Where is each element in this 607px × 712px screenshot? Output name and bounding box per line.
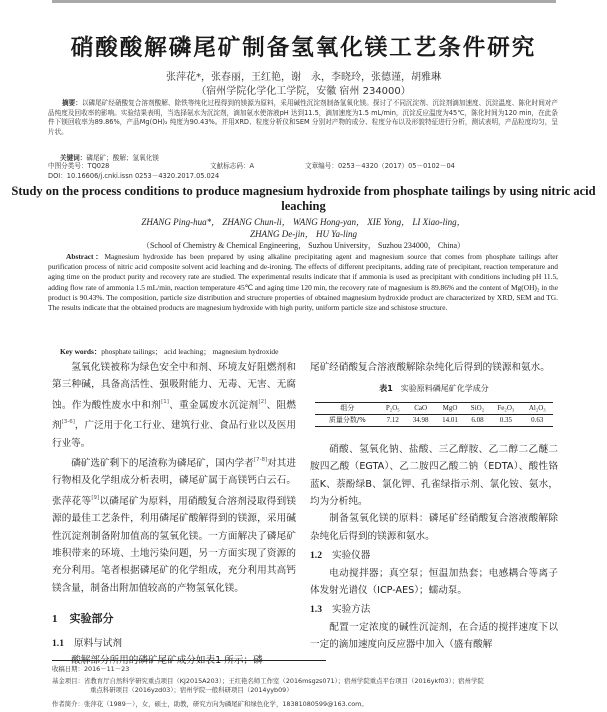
keywords-en-text: phosphate tailings； acid leaching； magnesium hydroxide: [101, 347, 279, 356]
intro-paragraph-1: [52, 359, 296, 452]
text-span: ，广泛用于化工行业、建筑行业、食品行业以及医用行业等。: [52, 420, 297, 449]
citation[interactable]: [2]: [258, 398, 267, 405]
keywords-cn-label: 关键词：: [60, 154, 87, 162]
table-header-cell: 组分: [340, 403, 355, 412]
table-caption-text: 实验原料磷尾矿化学成分: [400, 384, 489, 394]
table-row: [315, 414, 553, 426]
authors-en-line2: ZHANG De-jin， HU Ya-ling: [250, 229, 357, 239]
keywords-en-label: Key words：: [60, 347, 102, 356]
document-code: 文献标志码：A: [210, 162, 255, 170]
body-left-column: [52, 359, 296, 670]
materials-paragraph-cont: 尾矿经硝酸复合溶液酸解除杂纯化后得到的镁源和氨水。: [310, 362, 550, 373]
abstract-en-label: Abstract：: [66, 252, 105, 261]
subsection-title: 实验方法: [332, 604, 371, 616]
abstract-en: [48, 252, 558, 313]
subsection-number: 1.2: [310, 550, 322, 562]
method-paragraph: 配置一定浓度的碱性沉淀剂，在合适的搅拌速度下以一定的滴加速度向反应器中加入（盛有酸解: [310, 621, 558, 651]
subsection-number: 1.3: [310, 604, 322, 616]
abstract-cn-label: 摘要：: [62, 99, 82, 107]
table-header-cell: CaO: [414, 403, 428, 412]
instruments-paragraph: 电动搅拌器；真空泵；恒温加热套；电感耦合等离子体发射光谱仪（ICP-AES）；蠕动泵。: [310, 567, 558, 597]
text-span: 以磷尾矿为原料，用硝酸复合溶剂浸取得到镁源的最佳工艺条件，利用磷尾矿酸解得到的镁源，采用碱性沉淀剂制备附加值高的氢氧化镁。一方面解决了磷尾矿堆积带来的环境、土地污染问题，另一方面实现了资源的充分利用。笔者根据磷尾矿的化学组成，充分利用其高钙镁含量，制备出附加值较高的产物氢氧化镁。: [52, 495, 297, 594]
table-cell: 0.63: [531, 415, 544, 424]
abstract-en-text: Magnesium hydroxide has been prepared by using alkaline precipitating agent and magnesium source that comes from phosphate tailings after purification process of nitric acid composite solvent acid leaching and de-ironing. The effects of different precipitants, adding rate of precipitant, reaction temperature and aging time on the product purity and recovery rate are studied. The experimental results indicate that if ammonia is used as precipitant with conditions including pH 11.5, adding flow rate of ammonia 1.5 mL/min, reaction temperature 45℃ and aging time 120 min, the recovery rate of magnesium is 89.86% and the content of Mg(OH)₂ in the product is 90.43%. The composition, particle size distribution and structure properties of obtained magnesium hydroxide product are characterized by XRD, SEM and TG. The results indicate that the obtained products are magnesium hydroxide with high purity, uniform particle size and schistose structure.: [48, 252, 558, 313]
article-number: 文章编号：0253－4320（2017）05－0102－04: [305, 162, 455, 170]
subsection-heading-1-2: [310, 547, 558, 564]
authors-en-line1: ZHANG Ping-hua*， ZHANG Chun-li， WANG Hong-yan， XIE Yong， LI Xiao-ling，: [141, 217, 466, 227]
authors-cn: 张萍花*，张春丽，王红艳，谢 永，李晓玲，张德谨，胡雅琳: [166, 72, 441, 83]
text-span: 、重金属废水沉淀剂: [168, 399, 259, 411]
page-top-border: [52, 0, 556, 3]
affiliation-cn: （宿州学院化学化工学院，安徽 宿州 234000）: [196, 86, 411, 97]
citation[interactable]: [1]: [161, 398, 169, 405]
table-cell: 0.35: [499, 415, 512, 424]
table-cell: 34.98: [412, 415, 429, 424]
table-header-cell: MgO: [442, 403, 458, 412]
authors-en: [0, 216, 607, 240]
intro-paragraph-2: [52, 452, 296, 597]
body-right-column: [310, 359, 558, 654]
doi: DOI：10.16606/j.cnki.issn 0253－4320.2017.05.024: [48, 172, 220, 180]
subsection-title: 实验仪器: [332, 550, 371, 562]
received-date: 收稿日期：2016－11－23: [52, 665, 130, 673]
subsection-heading-1-3: [310, 601, 558, 618]
table-cell: 质量分数/%: [328, 415, 366, 424]
composition-table: [315, 402, 553, 427]
keywords-en: [60, 346, 278, 357]
table-number: 表1: [379, 384, 393, 394]
table-cell: 7.12: [386, 415, 399, 424]
abstract-cn: [48, 99, 558, 137]
fund-line-2: 重点科研项目（2016yzd03）；宿州学院一般科研项目（2014yyb09）: [90, 686, 293, 694]
subsection-heading-1-1: [52, 635, 296, 652]
fund-line-1: 基金项目：省教育厅自然科学研究重点项目（KJ2015A203）；王红艳名师工作室（2016msgzs071）；宿州学院重点平台项目（2016ykf03）；宿州学院: [52, 677, 484, 685]
table-cell: 14.01: [442, 415, 458, 424]
abstract-cn-text: 以磷尾矿经硝酸复合溶剂酸解、除铁等纯化过程得到的镁源为原料，采用碱性沉淀剂制备氢氧化镁。探讨了不同沉淀剂、沉淀剂滴加速度、沉淀温度、陈化时间对产品纯度及回收率的影响。实验结果表明，当选择氨水为沉淀剂，滴加氨水使溶液pH 达到11.5，滴加速度为1.5 mL/min，沉淀反应温度为45℃，陈化时间为120 min，在此条件下镁回收率为89.86%，产品Mg(OH)₂ 纯度为90.43%。并用XRD、粒度分析仪和SEM 分别对产物的成分、粒度分布以及形貌特征进行分析，测试表明，产品粒度均匀，呈片状。: [48, 99, 559, 136]
text-span: 、阻燃剂: [52, 399, 297, 432]
table-header-cell: P₂O₅: [385, 403, 400, 412]
clc-number: 中图分类号：TQ028: [48, 162, 110, 170]
text-span: 对其进行物相及化学组成分析表明，磷尾矿属于高镁钙白云石。张萍花等: [52, 458, 297, 507]
affiliation-en: （School of Chemistry & Chemical Engineering， Suzhou University， Suzhou 234000， China）: [141, 241, 466, 250]
author-bio: 作者简介：张萍花（1989－），女，硕士，助教，研究方向为磷尾矿和绿色化学，18381080599@163.com。: [52, 700, 368, 708]
citation[interactable]: [3-6]: [61, 419, 75, 426]
text-span: 氢氧化镁被称为绿色安全中和剂、环境友好阻燃剂和第三种碱，具备高活性、强吸附能力、无毒、无害、无腐蚀。作为酸性废水中和剂: [52, 362, 296, 411]
footnote-divider: [52, 660, 326, 661]
article-title-en: Study on the process conditions to produce magnesium hydroxide from phosphate tailings by using nitric acid leaching: [11, 184, 596, 213]
table-header-cell: Fe₂O₃: [497, 403, 515, 412]
citation[interactable]: [9]: [91, 494, 100, 501]
subsection-title: 原料与试剂: [74, 637, 122, 649]
table-header-cell: SiO₂: [470, 403, 485, 412]
raw-material-paragraph: 制备氢氧化镁的原料：磷尾矿经硝酸复合溶液酸解除杂纯化后得到的镁源和氨水。: [310, 513, 558, 542]
table-cell: 6.08: [471, 415, 484, 424]
table-header-cell: Al₂O₃: [528, 403, 546, 412]
keywords-cn-text: 磷尾矿；酸解；氢氧化镁: [86, 154, 159, 162]
reagents-paragraph: 硝酸、氢氧化钠、盐酸、三乙醇胺、乙二醇二乙醚二胺四乙酸（EGTA）、乙二胺四乙酸二钠（EDTA）、酸性铬蓝K、萘酚绿B、氯化钾、孔雀绿指示剂、氯化铵、氨水，均为分析纯。: [310, 443, 558, 508]
citation[interactable]: [7-8]: [253, 457, 268, 464]
section-number: 1: [52, 613, 58, 626]
subsection-number: 1.1: [52, 637, 64, 649]
article-title-cn: 硝酸酸解磷尾矿制备氢氧化镁工艺条件研究: [70, 35, 537, 61]
table-header-row: [315, 402, 553, 414]
fund-info: [52, 677, 562, 695]
table-caption: [310, 380, 558, 397]
text-span: 磷矿选矿剩下的尾渣称为磷尾矿，国内学者: [71, 458, 254, 470]
section-title: 实验部分: [69, 612, 114, 626]
section-heading-1: [52, 610, 296, 628]
